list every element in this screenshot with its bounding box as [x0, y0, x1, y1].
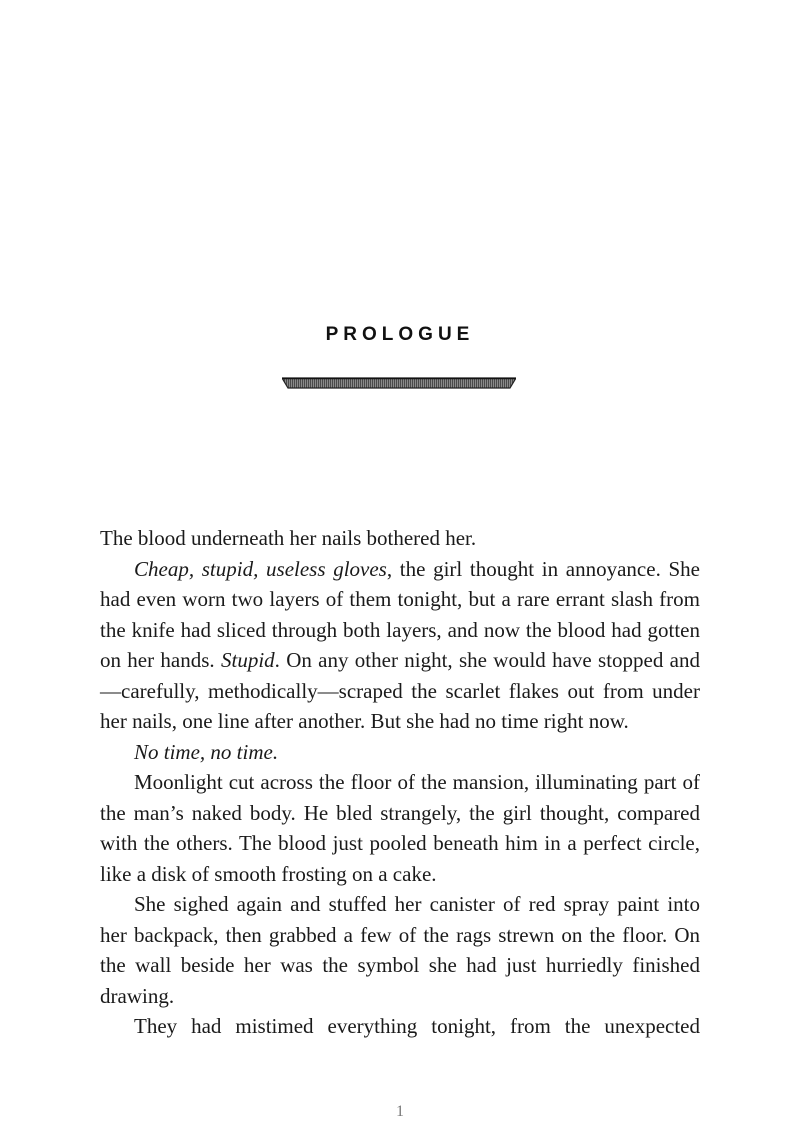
text-segment: The blood underneath her nails bothered her.	[100, 526, 477, 550]
paragraph	[100, 554, 700, 737]
text-segment: . On any other night, she would have stopped and—carefully, methodically—scraped the scarlet flakes out from under her nails, one line after another. But she had no time right now.	[100, 648, 700, 733]
chapter-title: PROLOGUE	[325, 324, 475, 345]
italic-text-segment: No time, no time.	[134, 739, 279, 764]
chapter-ornament-divider	[282, 377, 516, 389]
paragraph	[100, 737, 700, 768]
text-segment: They had mistimed everything tonight, from the unexpected	[134, 1014, 700, 1038]
italic-text-segment: Stupid	[220, 648, 275, 672]
text-segment: Moonlight cut across the floor of the mansion, illuminating part of the man’s naked body. He bled strangely, the girl thought, compared with the others. The blood just pooled beneath him in a perfect circle, like a disk of smooth frosting on a cake.	[100, 770, 700, 886]
italic-text-segment: Cheap, stupid, useless gloves	[134, 556, 387, 581]
text-segment: , the girl thought in annoyance. She had even worn two layers of them tonight, but a rare errant slash from the knife had sliced through both layers, and now the blood had gotten on her hands.	[100, 556, 700, 672]
paragraph	[100, 889, 700, 1011]
paragraph	[100, 523, 700, 554]
text-segment: She sighed again and stuffed her canister of red spray paint into her backpack, then grabbed a few of the rags strewn on the floor. On the wall beside her was the symbol she had just hurriedly finished drawing.	[100, 892, 700, 1008]
page-number: 1	[396, 1103, 404, 1120]
paragraph-last-line	[100, 1011, 700, 1042]
paragraph	[100, 767, 700, 889]
prose-body	[100, 523, 700, 1042]
